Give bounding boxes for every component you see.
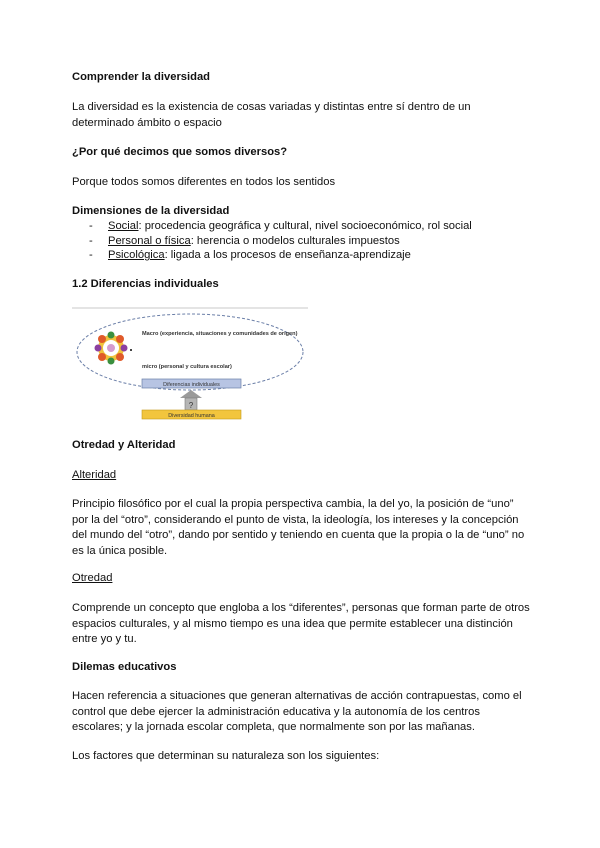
list-item bbox=[72, 248, 542, 263]
paragraph-dilemas-line1: Hacen referencia a situaciones que generan alternativas de acción contrapuestas, como el bbox=[72, 690, 522, 702]
heading-otredad-alteridad: Otredad y Alteridad bbox=[72, 439, 176, 451]
paragraph-diversidad-line2: determinado ámbito o espacio bbox=[72, 117, 222, 129]
heading-comprender-diversidad: Comprender la diversidad bbox=[72, 71, 211, 83]
list-item bbox=[72, 234, 542, 249]
micro-label: micro (personal y cultura escolar) bbox=[142, 364, 232, 370]
list-item-text bbox=[108, 219, 472, 234]
list-item bbox=[72, 219, 542, 234]
term-personal: Personal o física bbox=[108, 234, 191, 247]
term-social: Social bbox=[108, 220, 139, 232]
list-item-text bbox=[108, 234, 400, 249]
diagram-svg bbox=[72, 306, 312, 422]
list-dash: - bbox=[89, 249, 93, 261]
list-item-text bbox=[108, 248, 411, 263]
subheading-otredad: Otredad bbox=[72, 572, 113, 584]
heading-por-que-diversos: ¿Por qué decimos que somos diversos? bbox=[72, 146, 288, 158]
paragraph-alteridad-line3: del mundo del “otro”, dando por sentido y teniendo en cuenta que la propia o la de “uno” no bbox=[72, 529, 525, 541]
paragraph-diversidad-line1: La diversidad es la existencia de cosas variadas y distintas entre sí dentro de un bbox=[72, 101, 471, 113]
heading-dimensiones: Dimensiones de la diversidad bbox=[72, 205, 230, 217]
flower-icon bbox=[95, 332, 128, 365]
macro-label: Macro (experiencia, situaciones y comunidades de origen) bbox=[142, 331, 298, 337]
diversity-diagram bbox=[72, 306, 312, 422]
dimensiones-list bbox=[72, 219, 542, 263]
paragraph-alteridad-line1: Principio filosófico por el cual la propia perspectiva cambia, la del yo, la posición de “uno” bbox=[72, 498, 514, 510]
term-description: : ligada a los procesos de enseñanza-aprendizaje bbox=[164, 249, 411, 261]
subheading-alteridad: Alteridad bbox=[72, 469, 117, 481]
list-dash: - bbox=[89, 234, 93, 247]
paragraph-otredad-line3: entre yo y tu. bbox=[72, 633, 137, 645]
heading-diferencias-individuales: 1.2 Diferencias individuales bbox=[72, 278, 219, 290]
paragraph-alteridad-line2: por la del “otro”, considerando el punto de vista, la ideología, los intereses y la concepción bbox=[72, 513, 519, 526]
diferencias-label: Diferencias individuales bbox=[163, 382, 220, 388]
paragraph-otredad-line1: Comprende un concepto que engloba a los “diferentes”, personas que forman parte de otros bbox=[72, 602, 530, 614]
paragraph-otredad-line2: espacios culturales, y al mismo tiempo es una idea que permite establecer una distinción bbox=[72, 617, 513, 630]
heading-dilemas-educativos: Dilemas educativos bbox=[72, 661, 177, 673]
term-psicologica: Psicológica bbox=[108, 249, 165, 261]
diversidad-humana-label: Diversidad humana bbox=[168, 413, 215, 419]
term-description: : herencia o modelos culturales impuestos bbox=[190, 234, 400, 247]
question-mark: ? bbox=[188, 401, 194, 410]
list-dash: - bbox=[89, 220, 93, 232]
paragraph-dilemas-line2: control que debe ejercer la administración educativa y la autonomía de los centros bbox=[72, 705, 480, 718]
paragraph-porque-diferentes: Porque todos somos diferentes en todos los sentidos bbox=[72, 176, 336, 188]
paragraph-alteridad-line4: es la única posible. bbox=[72, 544, 168, 557]
paragraph-factores: Los factores que determinan su naturaleza son los siguientes: bbox=[72, 750, 380, 762]
bullet-dot bbox=[130, 349, 132, 351]
term-description: : procedencia geográfica y cultural, nivel socioeconómico, rol social bbox=[138, 220, 472, 232]
paragraph-dilemas-line3: escolares; y la jornada escolar completa, que normalmente son por las mañanas. bbox=[72, 721, 475, 733]
